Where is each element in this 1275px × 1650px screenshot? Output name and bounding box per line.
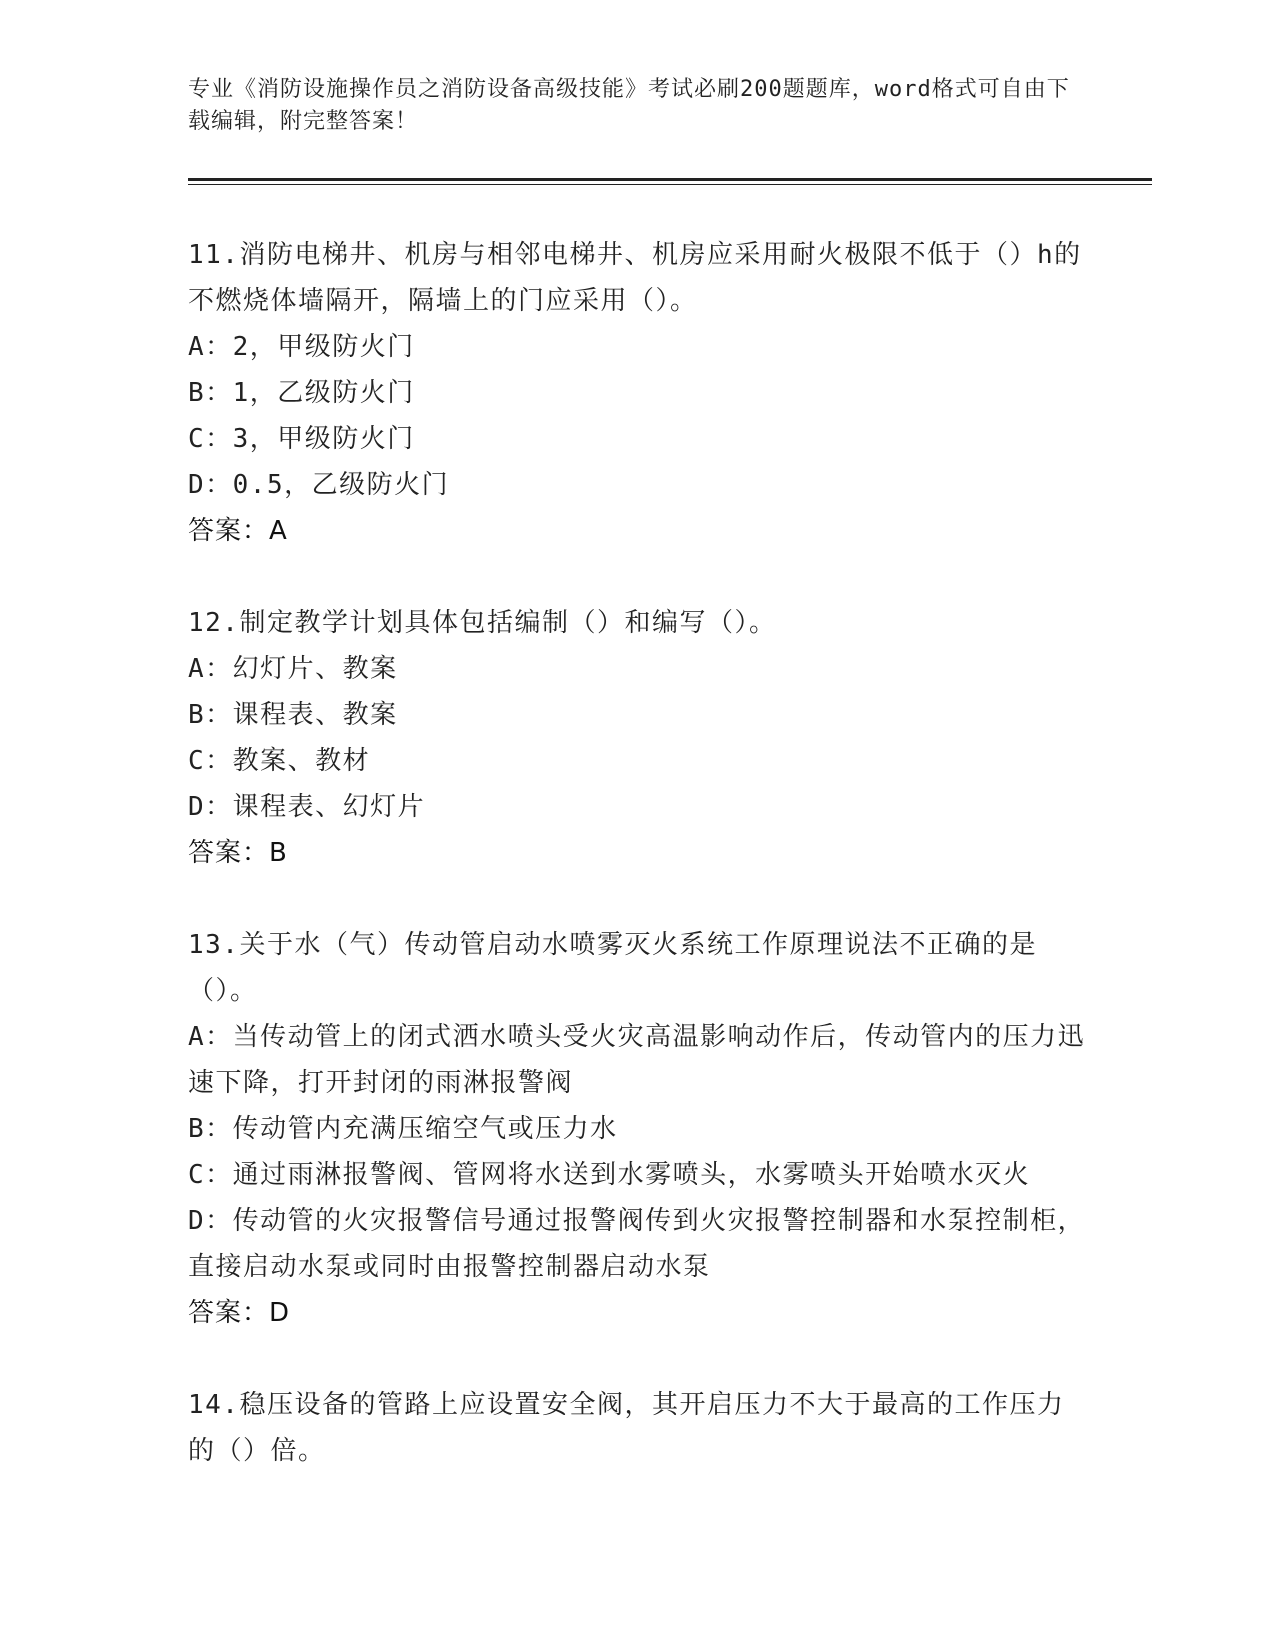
option-a: A：当传动管上的闭式洒水喷头受火灾高温影响动作后，传动管内的压力迅速下降，打开封闭的雨淋报警阀: [188, 1022, 1086, 1098]
option-b: B：传动管内充满压缩空气或压力水: [188, 1114, 618, 1144]
option-c: C：通过雨淋报警阀、管网将水送到水雾喷头，水雾喷头开始喷水灭火: [188, 1160, 1031, 1190]
option-c: C：教案、教材: [188, 746, 371, 776]
option-c: C：3，甲级防火门: [188, 424, 415, 454]
answer-label: 答案：B: [188, 838, 288, 868]
option-d: D：传动管的火灾报警信号通过报警阀传到火灾报警控制器和水泵控制柜，直接启动水泵或同时由报警控制器启动水泵: [188, 1206, 1086, 1282]
option-d: D：课程表、幻灯片: [188, 792, 426, 822]
option-a: A：2，甲级防火门: [188, 332, 415, 362]
option-d: D：0.5，乙级防火门: [188, 470, 450, 500]
question-text: 14.稳压设备的管路上应设置安全阀，其开启压力不大于最高的工作压力的（）倍。: [188, 1390, 1065, 1466]
question-13: [188, 922, 1088, 1336]
header-divider-thick: [188, 178, 1152, 181]
option-b: B：课程表、教案: [188, 700, 398, 730]
answer-label: 答案：A: [188, 516, 288, 546]
question-text: 12.制定教学计划具体包括编制（）和编写（）。: [188, 608, 777, 638]
document-header: 专业《消防设施操作员之消防设备高级技能》考试必刷200题题库，word格式可自由下载编辑，附完整答案！: [188, 77, 1070, 134]
question-text: 11.消防电梯井、机房与相邻电梯井、机房应采用耐火极限不低于（）h的不燃烧体墙隔开，隔墙上的门应采用（）。: [188, 240, 1082, 316]
answer-label: 答案：D: [188, 1298, 291, 1328]
header-divider-thin: [188, 184, 1152, 185]
question-14: [188, 1382, 1088, 1474]
question-text: 13.关于水（气）传动管启动水喷雾灭火系统工作原理说法不正确的是（）。: [188, 930, 1037, 1006]
option-a: A：幻灯片、教案: [188, 654, 398, 684]
option-b: B：1，乙级防火门: [188, 378, 415, 408]
question-list: [188, 232, 1088, 1520]
question-11: [188, 232, 1088, 554]
question-12: [188, 600, 1088, 876]
